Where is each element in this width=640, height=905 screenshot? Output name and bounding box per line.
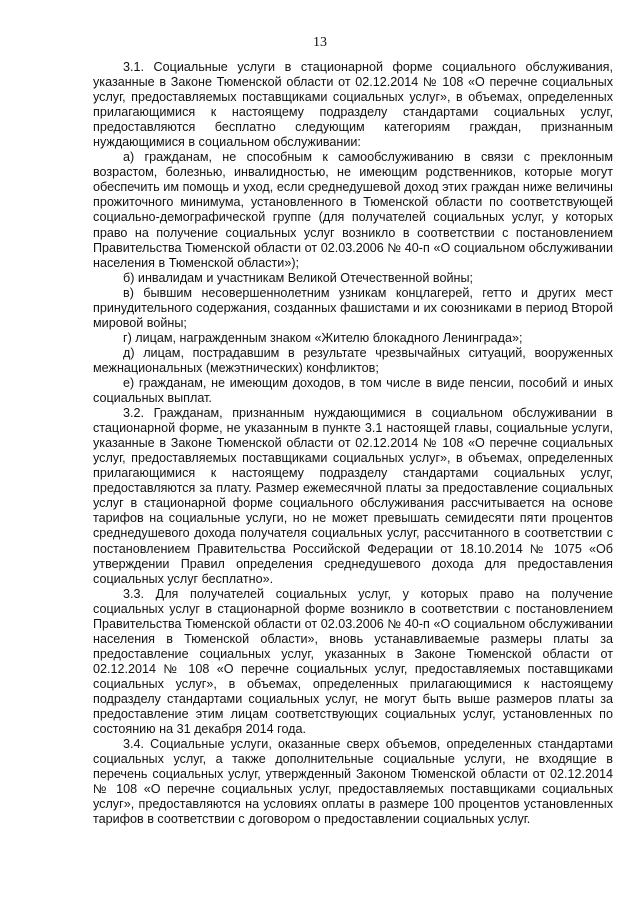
document-body (93, 60, 613, 827)
item-a: а) гражданам, не способным к самообслуживанию в связи с преклонным возрастом, болезнью, инвалидностью, не имеющим родственников, которые могут обеспечить им помощь и уход, если среднедушевой доход этих граждан ниже величины прожиточного минимума, установленного в Тюменской области по соответствующей социально-демографической группе (для получателей социальных услуг, у которых право на получение социальных услуг возникло в соответствии с постановлением Правительства Тюменской области от 02.03.2006 № 40-п «О социальном обслуживании населения в Тюменской области»); (93, 150, 613, 270)
paragraph-3-1: 3.1. Социальные услуги в стационарной форме социального обслуживания, указанные в Законе Тюменской области от 02.12.2014 № 108 «О перечне социальных услуг, предоставляемых поставщиками социальных услуг», в объемах, определенных прилагающимися к настоящему подразделу стандартами социальных услуг, предоставляются бесплатно следующим категориям граждан, признанным нуждающимися в социальном обслуживании: (93, 60, 613, 150)
paragraph-3-2: 3.2. Гражданам, признанным нуждающимися в социальном обслуживании в стационарной форме, не указанным в пункте 3.1 настоящей главы, социальные услуги, указанные в Законе Тюменской области от 02.12.2014 № 108 «О перечне социальных услуг, предоставляемых поставщиками социальных услуг», в объемах, определенных прилагающимися к настоящему подразделу стандартами социальных услуг, предоставляются за плату. Размер ежемесячной платы за предоставление социальных услуг в стационарной форме социального обслуживания рассчитывается на основе тарифов на социальные услуги, но не может превышать семидесяти пяти процентов среднедушевого дохода получателя социальных услуг, рассчитанного в соответствии с постановлением Правительства Российской Федерации от 18.10.2014 № 1075 «Об утверждении Правил определения среднедушевого дохода для предоставления социальных услуг бесплатно». (93, 406, 613, 586)
item-d: д) лицам, пострадавшим в результате чрезвычайных ситуаций, вооруженных межнациональных (межэтнических) конфликтов; (93, 345, 613, 375)
item-e: е) гражданам, не имеющим доходов, в том числе в виде пенсии, пособий и иных социальных выплат. (93, 375, 613, 406)
item-v: в) бывшим несовершеннолетним узникам концлагерей, гетто и других мест принудительного содержания, созданных фашистами и их союзниками в период Второй мировой войны; (93, 285, 613, 330)
item-g: г) лицам, награжденным знаком «Жителю блокадного Ленинграда»; (123, 330, 523, 345)
page-number: 13 (313, 35, 327, 50)
paragraph-3-4: 3.4. Социальные услуги, оказанные сверх объемов, определенных стандартами социальных услуг, а также дополнительные социальные услуги, не входящие в перечень социальных услуг, утвержденный Законом Тюменской области от 02.12.2014 № 108 «О перечне социальных услуг, предоставляемых поставщиками социальных услуг», предоставляются на условиях оплаты в размере 100 процентов установленных тарифов в соответствии с договором о предоставлении социальных услуг. (93, 737, 613, 827)
item-b: б) инвалидам и участникам Великой Отечественной войны; (123, 270, 474, 285)
paragraph-3-3: 3.3. Для получателей социальных услуг, у которых право на получение социальных услуг в стационарной форме возникло в соответствии с постановлением Правительства Тюменской области от 02.03.2006 № 40-п «О социальном обслуживании населения в Тюменской области», вновь устанавливаемые размеры платы за предоставление социальных услуг, указанных в Законе Тюменской области от 02.12.2014 № 108 «О перечне социальных услуг, предоставляемых поставщиками социальных услуг», в объемах, определенных прилагающимися к настоящему подразделу стандартами социальных услуг, не могут быть выше размеров платы за предоставление этим лицам соответствующих социальных услуг, установленных по состоянию на 31 декабря 2014 года. (93, 586, 613, 737)
